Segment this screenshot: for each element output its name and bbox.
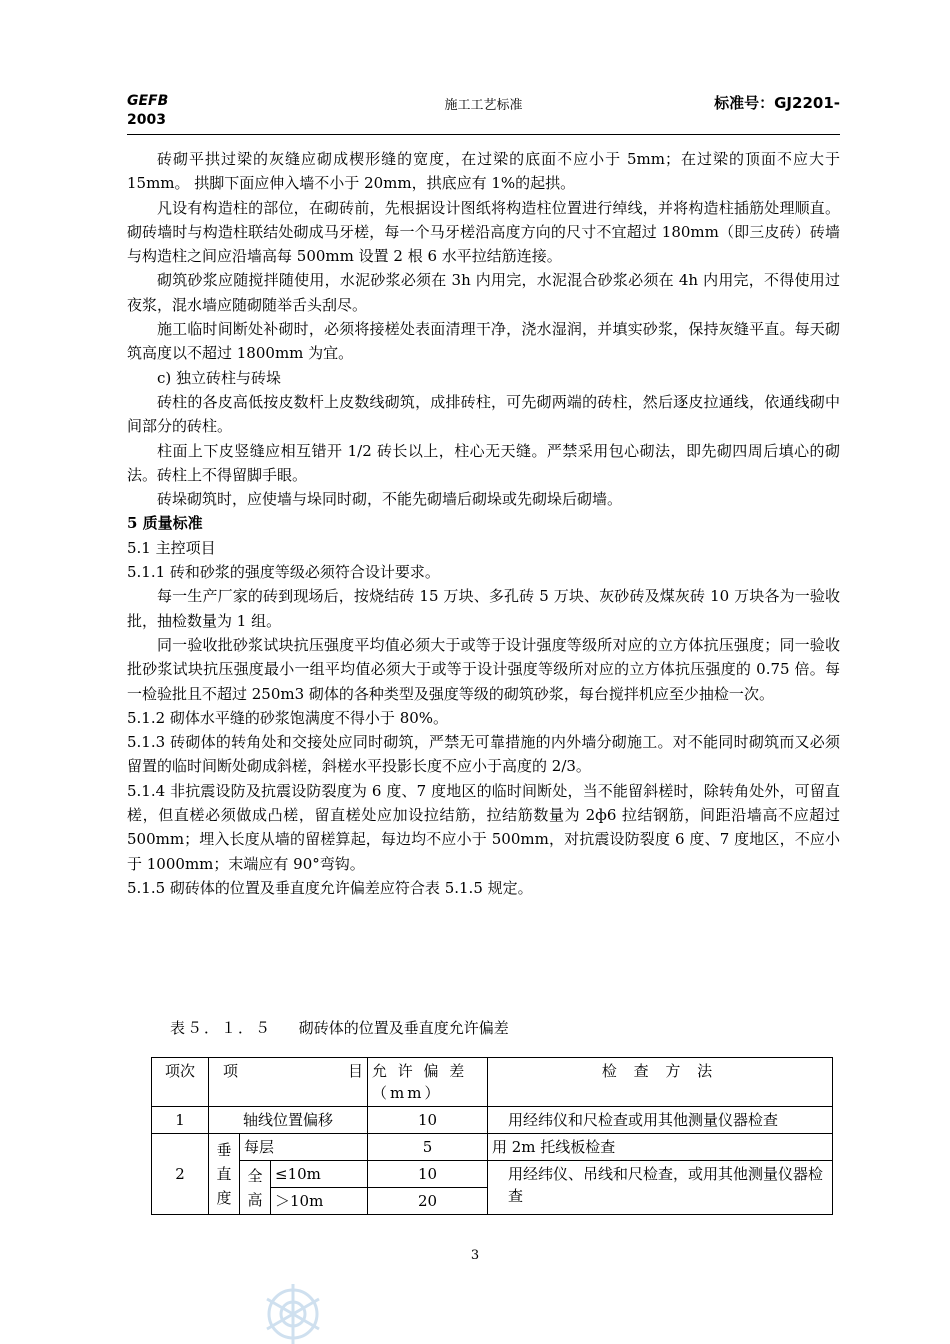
paragraph: 5.1.4 非抗震设防及抗震设防裂度为 6 度、7 度地区的临时间断处，当不能留斜槎时，除转角处外，可留直槎，但直槎必须做成凸槎，留直槎处应加设拉结筋，拉结筋数量为 2ф6 拉结钢筋，间距沿墙高不应超过 500mm；埋入长度从墙的留槎算起，每边均不应小于 500mm，对抗震设防裂度 6 度、7 度地区，不应小于 1000mm；末端应有 90°弯钩。 — [127, 781, 840, 873]
row2-le10: ≤10m — [271, 1161, 368, 1188]
paragraph: 凡设有构造柱的部位，在砌砖前，先根据设计图纸将构造柱位置进行绰线，并将构造柱插筋处理顺直。砌砖墙时与构造柱联结处砌成马牙槎，每一个马牙槎沿高度方向的尺寸不宜超过 180mm（即三皮砖）砖墙与构造柱之间应沿墙高每 500mm 设置 2 根 6 水平拉结筋连接。 — [127, 198, 840, 266]
paragraph: 5.1.1 砖和砂浆的强度等级必须符合设计要求。 — [127, 563, 440, 582]
body-text — [127, 147, 840, 900]
row2-no: 2 — [152, 1134, 209, 1215]
paragraph: 5.1.5 砌砖体的位置及垂直度允许偏差应符合表 5.1.5 规定。 — [127, 878, 533, 897]
header-method: 检 查 方 法 — [488, 1058, 833, 1107]
paragraph: 每一生产厂家的砖到现场后，按烧结砖 15 万块、多孔砖 5 万块、灰砂砖及煤灰砖 10 万块各为一验收批，抽检数量为 1 组。 — [127, 587, 840, 630]
row2-le10-tolerance: 10 — [368, 1161, 488, 1188]
table-row — [152, 1134, 833, 1161]
paragraph: 5.1 主控项目 — [127, 538, 216, 557]
paragraph: 同一验收批砂浆试块抗压强度平均值必须大于或等于设计强度等级所对应的立方体抗压强度；同一验收批砂浆试块抗压强度最小一组平均值必须大于或等于设计强度等级所对应的立方体抗压强度的 0.75 倍。每一检验批且不超过 250m3 砌体的各种类型及强度等级的砌筑砂浆，每台搅拌机应至少抽检一次。 — [127, 635, 840, 703]
paragraph: c) 独立砖柱与砖垛 — [157, 368, 282, 387]
row2-per-floor: 每层 — [240, 1134, 368, 1161]
row1-tolerance: 10 — [368, 1107, 488, 1134]
row2-gt10-tolerance: 20 — [368, 1188, 488, 1215]
table-row — [152, 1107, 833, 1134]
paragraph: 砖砌平拱过梁的灰缝应砌成楔形缝的宽度，在过梁的底面不应小于 5mm；在过梁的顶面不应大于 15mm。 拱脚下面应伸入墙不小于 20mm，拱底应有 1%的起拱。 — [127, 150, 840, 193]
row2-category: 垂直度 — [209, 1134, 240, 1215]
paragraph: 砖柱的各皮高低按皮数杆上皮数线砌筑，成排砖柱，可先砌两端的砖柱，然后逐皮拉通线，依通线砌中间部分的砖柱。 — [127, 392, 840, 436]
paragraph: 5.1.3 砖砌体的转角处和交接处应同时砌筑，严禁无可靠措施的内外墙分砌施工。对不能同时砌筑而又必须留置的临时间断处砌成斜槎，斜槎水平投影长度不应小于高度的 2/3。 — [127, 733, 840, 776]
table-header-row — [152, 1058, 833, 1107]
row2-gt10: ＞10m — [271, 1188, 368, 1215]
table-caption-title: 砌砖体的位置及垂直度允许偏差 — [298, 1019, 509, 1037]
table-row — [152, 1161, 833, 1188]
section-heading: 5 质量标准 — [127, 514, 203, 533]
header-tolerance: 允 许 偏 差（mm） — [368, 1058, 488, 1107]
header-title: 施工工艺标准 — [444, 98, 523, 113]
header-item — [209, 1058, 368, 1107]
page-number: 3 — [470, 1248, 480, 1263]
page-header — [127, 92, 840, 132]
header-item-a: 项 — [223, 1062, 239, 1080]
header-standard-no: 标准号：GJ2201- — [714, 94, 840, 112]
paragraph: 柱面上下皮竖缝应相互错开 1/2 砖长以上，柱心无天缝。严禁采用包心砌法，即先砌四周后填心的砌法。砖柱上不得留脚手眼。 — [127, 441, 840, 484]
row1-item: 轴线位置偏移 — [209, 1107, 368, 1134]
table-caption — [170, 1017, 509, 1038]
paragraph: 砌筑砂浆应随搅拌随使用，水泥砂浆必须在 3h 内用完，水泥混合砂浆必须在 4h 内用完，不得使用过夜浆，混水墙应随砌随举舌头刮尽。 — [127, 271, 840, 314]
row2-total: 全高 — [240, 1161, 271, 1215]
header-org: GEFB — [127, 93, 169, 109]
watermark-snowflake-icon — [258, 1278, 328, 1344]
deviation-table — [151, 1057, 833, 1215]
header-year: 2003 — [127, 112, 166, 128]
paragraph: 砖垛砌筑时，应使墙与垛同时砌，不能先砌墙后砌垛或先砌垛后砌墙。 — [157, 490, 623, 509]
row2-per-floor-method: 用 2m 托线板检查 — [488, 1134, 833, 1161]
row2-total-method: 用经纬仪、吊线和尺检查，或用其他测量仪器检查 — [488, 1161, 833, 1215]
header-rule — [127, 134, 840, 135]
row2-per-floor-tolerance: 5 — [368, 1134, 488, 1161]
header-no: 项次 — [152, 1058, 209, 1107]
row1-no: 1 — [152, 1107, 209, 1134]
row1-method: 用经纬仪和尺检查或用其他测量仪器检查 — [488, 1107, 833, 1134]
paragraph: 施工临时间断处补砌时，必须将接槎处表面清理干净，浇水湿润，并填实砂浆，保持灰缝平直。每天砌筑高度以不超过 1800mm 为宜。 — [127, 320, 840, 363]
header-item-b: 目 — [347, 1062, 363, 1080]
paragraph: 5.1.2 砌体水平缝的砂浆饱满度不得小于 80%。 — [127, 708, 449, 727]
table-caption-number: 表５．１．５ — [170, 1019, 273, 1037]
